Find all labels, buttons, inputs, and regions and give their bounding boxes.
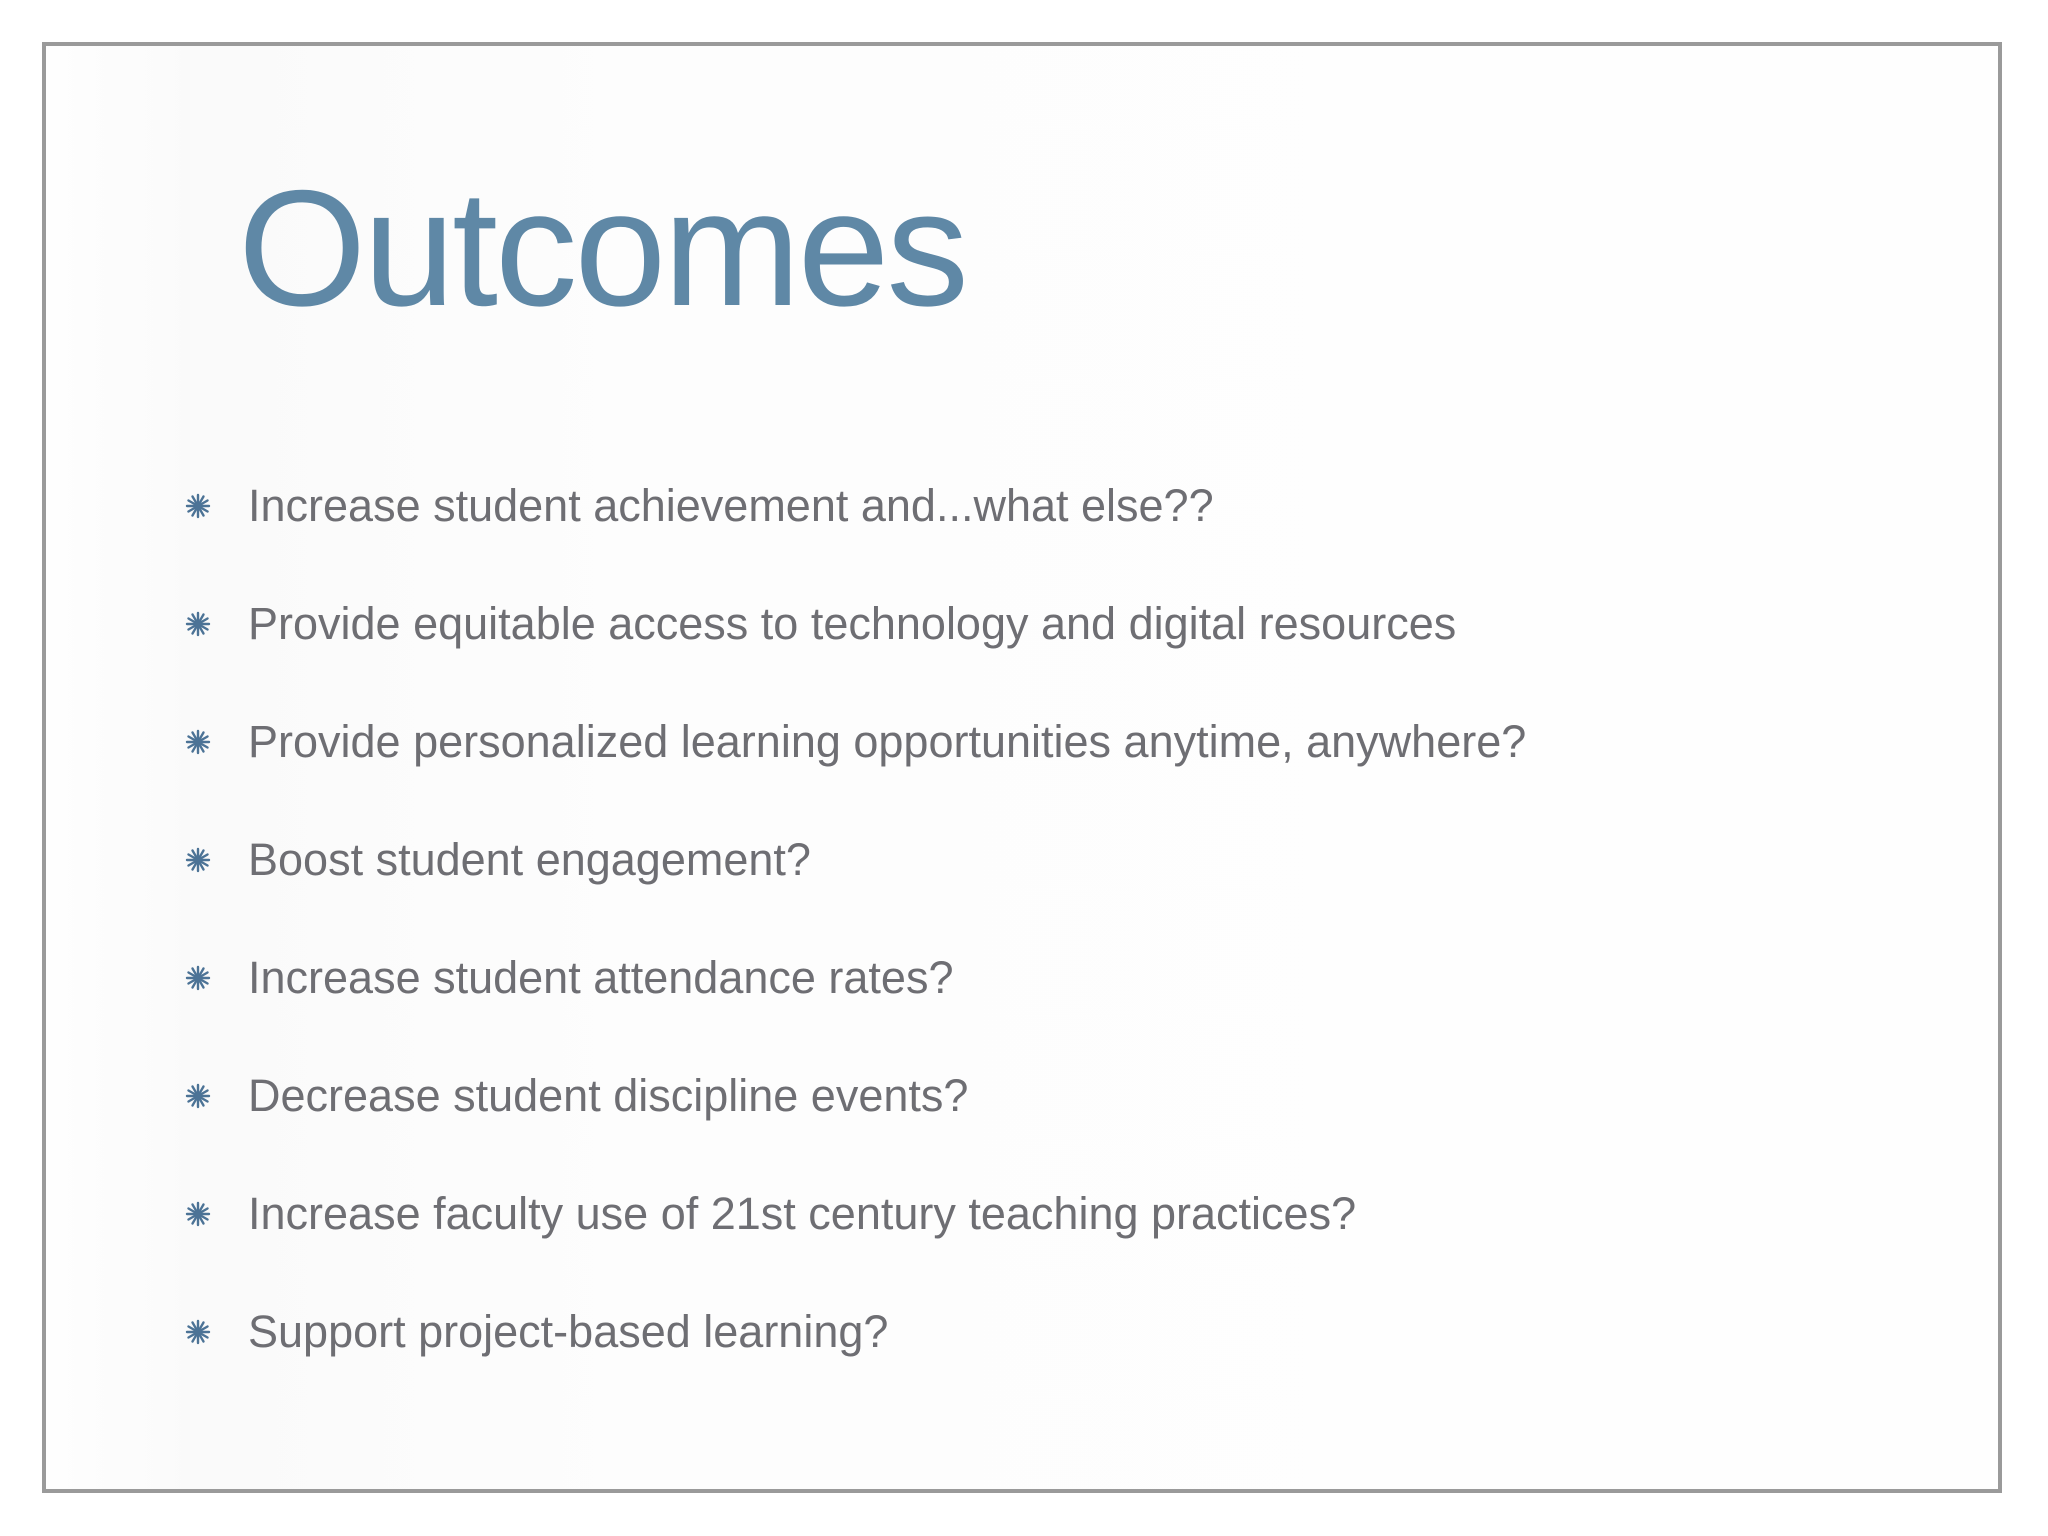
bullet-text: Increase student attendance rates?: [248, 952, 954, 1003]
bullet-item: [174, 599, 1526, 717]
bullet-text: Increase faculty use of 21st century teaching practices?: [248, 1188, 1357, 1239]
bullet-item: [174, 1071, 1526, 1189]
slide-title: Outcomes: [238, 156, 966, 340]
bullet-item: [174, 835, 1526, 953]
bullet-text: Decrease student discipline events?: [248, 1070, 969, 1121]
asterisk-bullet-icon: [168, 481, 228, 531]
bullet-text: Support project-based learning?: [248, 1306, 889, 1357]
asterisk-bullet-icon: [168, 835, 228, 885]
bullet-text: Increase student achievement and...what else??: [248, 480, 1214, 531]
bullet-text: Provide equitable access to technology and digital resources: [248, 598, 1457, 649]
asterisk-bullet-icon: [168, 717, 228, 767]
bullet-item: [174, 953, 1526, 1071]
asterisk-bullet-icon-graphic: [185, 493, 211, 519]
bullet-list: [174, 481, 1526, 1425]
bullet-text: Provide personalized learning opportunities anytime, anywhere?: [248, 716, 1527, 767]
asterisk-bullet-icon-graphic: [185, 729, 211, 755]
bullet-item: [174, 717, 1526, 835]
bullet-item: [174, 481, 1526, 599]
asterisk-bullet-icon-graphic: [185, 1201, 211, 1227]
bullet-text: Boost student engagement?: [248, 834, 811, 885]
asterisk-bullet-icon: [168, 953, 228, 1003]
asterisk-bullet-icon-graphic: [185, 847, 211, 873]
asterisk-bullet-icon: [168, 599, 228, 649]
asterisk-bullet-icon-graphic: [185, 611, 211, 637]
asterisk-bullet-icon: [168, 1307, 228, 1357]
asterisk-bullet-icon: [168, 1071, 228, 1121]
bullet-item: [174, 1189, 1526, 1307]
asterisk-bullet-icon: [168, 1189, 228, 1239]
slide-frame: [42, 42, 2002, 1493]
asterisk-bullet-icon-graphic: [185, 1083, 211, 1109]
asterisk-bullet-icon-graphic: [185, 1319, 211, 1345]
bullet-item: [174, 1307, 1526, 1425]
asterisk-bullet-icon-graphic: [185, 965, 211, 991]
